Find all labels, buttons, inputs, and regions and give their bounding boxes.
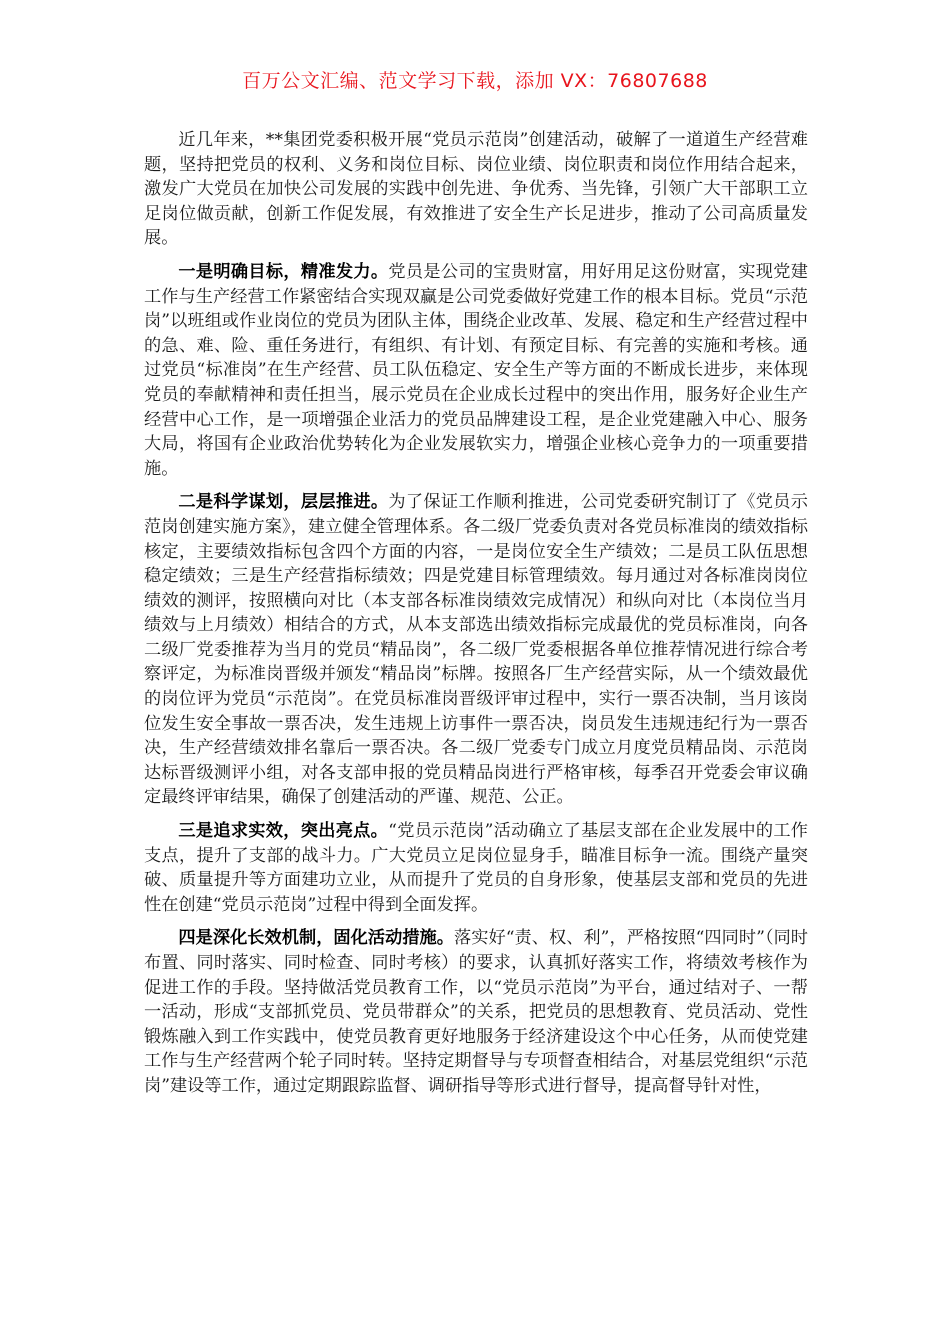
paragraph-text: 为了保证工作顺利推进，公司党委研究制订了《党员示范岗创建实施方案》，建立健全管理体系。各二级厂党委负责对各党员标准岗的绩效指标核定，主要绩效指标包含四个方面的内容，一是岗位安全生产绩效；二是员工队伍思想稳定绩效；三是生产经营指标绩效；四是党建目标管理绩效。每月通过对各标准岗岗位绩效的测评，按照横向对比（本支部各标准岗绩效完成情况）和纵向对比（本岗位当月绩效与上月绩效）相结合的方式，从本支部选出绩效指标完成最优的党员标准岗，向各二级厂党委推荐为当月的党员“精品岗”，各二级厂党委根据各单位推荐情况进行综合考察评定，为标准岗晋级并颁发“精品岗”标牌。按照各厂生产经营实际，从一个绩效最优的岗位评为党员“示范岗”。在党员标准岗晋级评审过程中，实行一票否决制，当月该岗位发生安全事故一票否决，发生违规上访事件一票否决，岗员发生违规违纪行为一票否决，生产经营绩效排名靠后一票否决。各二级厂党委专门成立月度党员精品岗、示范岗达标晋级测评小组，对各支部申报的党员精品岗进行严格审核，每季召开党委会审议确定最终评审结果，确保了创建活动的严谨、规范、公正。	[144, 492, 808, 808]
paragraph-lead: 一是明确目标，精准发力。	[178, 261, 389, 282]
paragraph-section-4	[144, 926, 808, 1098]
paragraph-text: 落实好“责、权、利”，严格按照“四同时”（同时布置、同时落实、同时检查、同时考核）的要求，认真抓好落实工作，将绩效考核作为促进工作的手段。坚持做活党员教育工作，以“党员示范岗”为平台，通过结对子、一帮一活动，形成“支部抓党员、党员带群众”的关系，把党员的思想教育、党员活动、党性锻炼融入到工作实践中，使党员教育更好地服务于经济建设这个中心任务，从而使党建工作与生产经营两个轮子同时转。坚持定期督导与专项督查相结合，对基层党组织“示范岗”建设等工作，通过定期跟踪监督、调研指导等形式进行督导，提高督导针对性，	[144, 928, 808, 1096]
paragraph-section-1	[144, 260, 808, 481]
paragraph-section-2	[144, 490, 808, 810]
paragraph-intro	[144, 128, 808, 251]
paragraph-text: “党员示范岗”活动确立了基层支部在企业发展中的工作支点，提升了支部的战斗力。广大党员立足岗位显身手，瞄准目标争一流。围绕产量突破、质量提升等方面建功立业，从而提升了党员的自身形象，使基层支部和党员的先进性在创建“党员示范岗”过程中得到全面发挥。	[144, 821, 808, 915]
document-body	[144, 128, 808, 1108]
page-header: 百万公文汇编、范文学习下载，添加 VX：76807688	[242, 70, 708, 92]
paragraph-text: 近几年来，**集团党委积极开展“党员示范岗”创建活动，破解了一道道生产经营难题，坚持把党员的权利、义务和岗位目标、岗位业绩、岗位职责和岗位作用结合起来，激发广大党员在加快公司发展的实践中创先进、争优秀、当先锋，引领广大干部职工立足岗位做贡献，创新工作促发展，有效推进了安全生产长足进步，推动了公司高质量发展。	[144, 130, 808, 249]
paragraph-section-3	[144, 819, 808, 917]
paragraph-text: 党员是公司的宝贵财富，用好用足这份财富，实现党建工作与生产经营工作紧密结合实现双赢是公司党委做好党建工作的根本目标。党员“示范岗”以班组或作业岗位的党员为团队主体，围绕企业改革、发展、稳定和生产经营过程中的急、难、险、重任务进行，有组织、有计划、有预定目标、有完善的实施和考核。通过党员“标准岗”在生产经营、员工队伍稳定、安全生产等方面的不断成长进步，来体现党员的奉献精神和责任担当，展示党员在企业成长过程中的突出作用，服务好企业生产经营中心工作，是一项增强企业活力的党员品牌建设工程，是企业党建融入中心、服务大局，将国有企业政治优势转化为企业发展软实力，增强企业核心竞争力的一项重要措施。	[144, 261, 808, 479]
paragraph-lead: 三是追求实效，突出亮点。	[178, 821, 389, 842]
paragraph-lead: 二是科学谋划，层层推进。	[178, 492, 389, 513]
paragraph-lead: 四是深化长效机制，固化活动措施。	[178, 928, 455, 949]
